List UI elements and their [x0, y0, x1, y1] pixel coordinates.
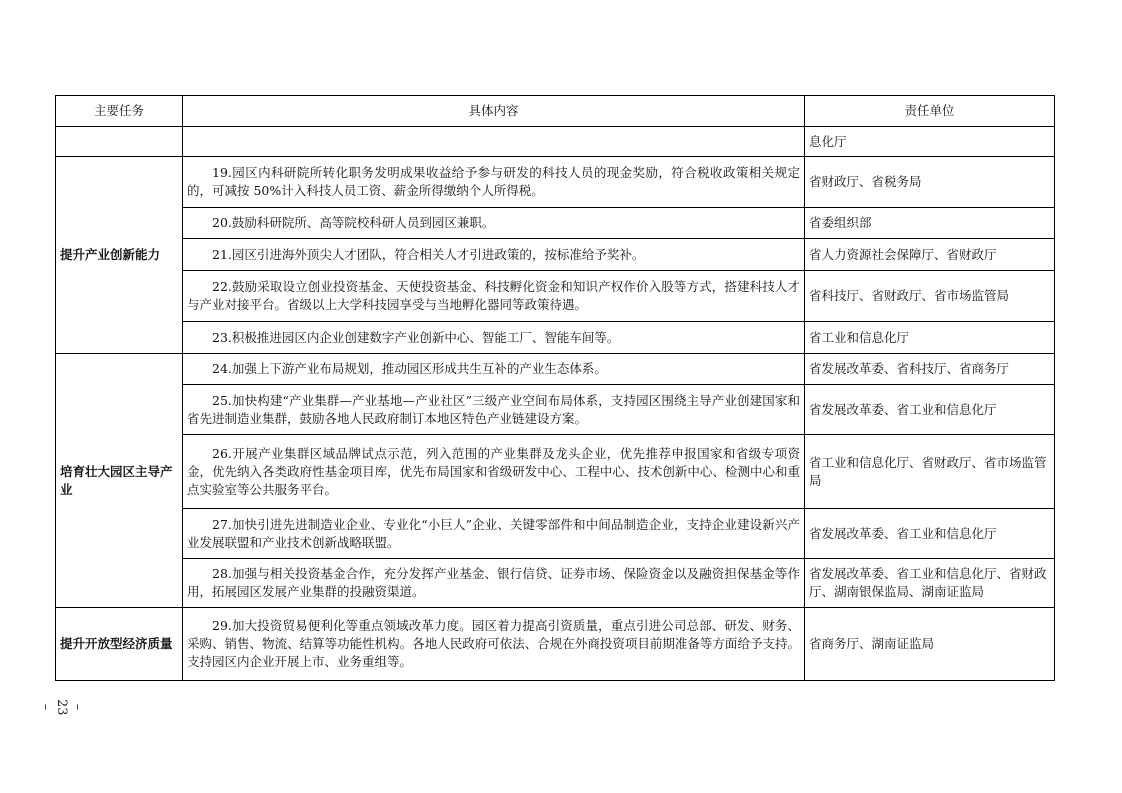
content-cell: 22.鼓励采取设立创业投资基金、天使投资基金、科技孵化资金和知识产权作价入股等方式，搭建科技人才与产业对接平台。省级以上大学科技园享受与当地孵化器同等政策待遇。 — [183, 271, 805, 322]
unit-cell: 省科技厅、省财政厅、省市场监管局 — [805, 271, 1055, 322]
table-row — [56, 608, 1055, 681]
task-cell: 培育壮大园区主导产业 — [56, 354, 183, 608]
unit-cell: 省发展改革委、省工业和信息化厅 — [805, 385, 1055, 435]
content-cell: 26.开展产业集群区域品牌试点示范，列入范围的产业集群及龙头企业，优先推荐申报国家和省级专项资金，优先纳入各类政府性基金项目库，优先布局国家和省级研发中心、工程中心、技术创新中心、检测中心和重点实验室等公共服务平台。 — [183, 435, 805, 509]
table-row — [56, 435, 1055, 509]
unit-cell: 省人力资源社会保障厅、省财政厅 — [805, 239, 1055, 271]
unit-cell: 省发展改革委、省工业和信息化厅 — [805, 509, 1055, 559]
table-row — [56, 322, 1055, 354]
task-cell: 提升开放型经济质量 — [56, 608, 183, 681]
unit-cell: 省商务厅、湖南证监局 — [805, 608, 1055, 681]
unit-cell: 息化厅 — [805, 127, 1055, 157]
unit-cell: 省工业和信息化厅、省财政厅、省市场监管局 — [805, 435, 1055, 509]
content-cell: 27.加快引进先进制造业企业、专业化“小巨人”企业、关键零部件和中间品制造企业，支持企业建设新兴产业发展联盟和产业技术创新战略联盟。 — [183, 509, 805, 559]
content-cell: 24.加强上下游产业布局规划，推动园区形成共生互补的产业生态体系。 — [183, 354, 805, 385]
table-row — [56, 559, 1055, 608]
header-task: 主要任务 — [56, 96, 183, 127]
page-number-text: – 23 – — [38, 699, 85, 716]
content-cell: 25.加快构建“产业集群—产业基地—产业社区”三级产业空间布局体系，支持园区围绕主导产业创建国家和省先进制造业集群，鼓励各地人民政府制订本地区特色产业链建设方案。 — [183, 385, 805, 435]
task-cell — [56, 127, 183, 157]
unit-cell: 省委组织部 — [805, 208, 1055, 239]
table-row — [56, 354, 1055, 385]
unit-cell: 省工业和信息化厅 — [805, 322, 1055, 354]
table-row — [56, 385, 1055, 435]
content-cell: 19.园区内科研院所转化职务发明成果收益给予参与研发的科技人员的现金奖励，符合税收政策相关规定的，可减按 50%计入科技人员工资、薪金所得缴纳个人所得税。 — [183, 157, 805, 208]
table-row — [56, 271, 1055, 322]
header-unit: 责任单位 — [805, 96, 1055, 127]
header-content: 具体内容 — [183, 96, 805, 127]
content-cell: 23.积极推进园区内企业创建数字产业创新中心、智能工厂、智能车间等。 — [183, 322, 805, 354]
content-cell: 28.加强与相关投资基金合作，充分发挥产业基金、银行信贷、证券市场、保险资金以及融资担保基金等作用，拓展园区发展产业集群的投融资渠道。 — [183, 559, 805, 608]
content-cell: 20.鼓励科研院所、高等院校科研人员到园区兼职。 — [183, 208, 805, 239]
table-row — [56, 208, 1055, 239]
table-row — [56, 127, 1055, 157]
unit-cell: 省发展改革委、省工业和信息化厅、省财政厅、湖南银保监局、湖南证监局 — [805, 559, 1055, 608]
table-row — [56, 239, 1055, 271]
unit-cell: 省发展改革委、省科技厅、省商务厅 — [805, 354, 1055, 385]
table-row — [56, 509, 1055, 559]
header-row — [56, 96, 1055, 127]
page-number — [38, 683, 85, 731]
table-row — [56, 157, 1055, 208]
content-cell: 29.加大投资贸易便利化等重点领域改革力度。园区着力提高引资质量，重点引进公司总部、研发、财务、采购、销售、物流、结算等功能性机构。各地人民政府可依法、合规在外商投资项目前期准备等方面给予支持。支持园区内企业开展上市、业务重组等。 — [183, 608, 805, 681]
policy-table — [55, 95, 1055, 681]
task-cell: 提升产业创新能力 — [56, 157, 183, 354]
unit-cell: 省财政厅、省税务局 — [805, 157, 1055, 208]
content-cell: 21.园区引进海外顶尖人才团队，符合相关人才引进政策的，按标准给予奖补。 — [183, 239, 805, 271]
content-cell — [183, 127, 805, 157]
